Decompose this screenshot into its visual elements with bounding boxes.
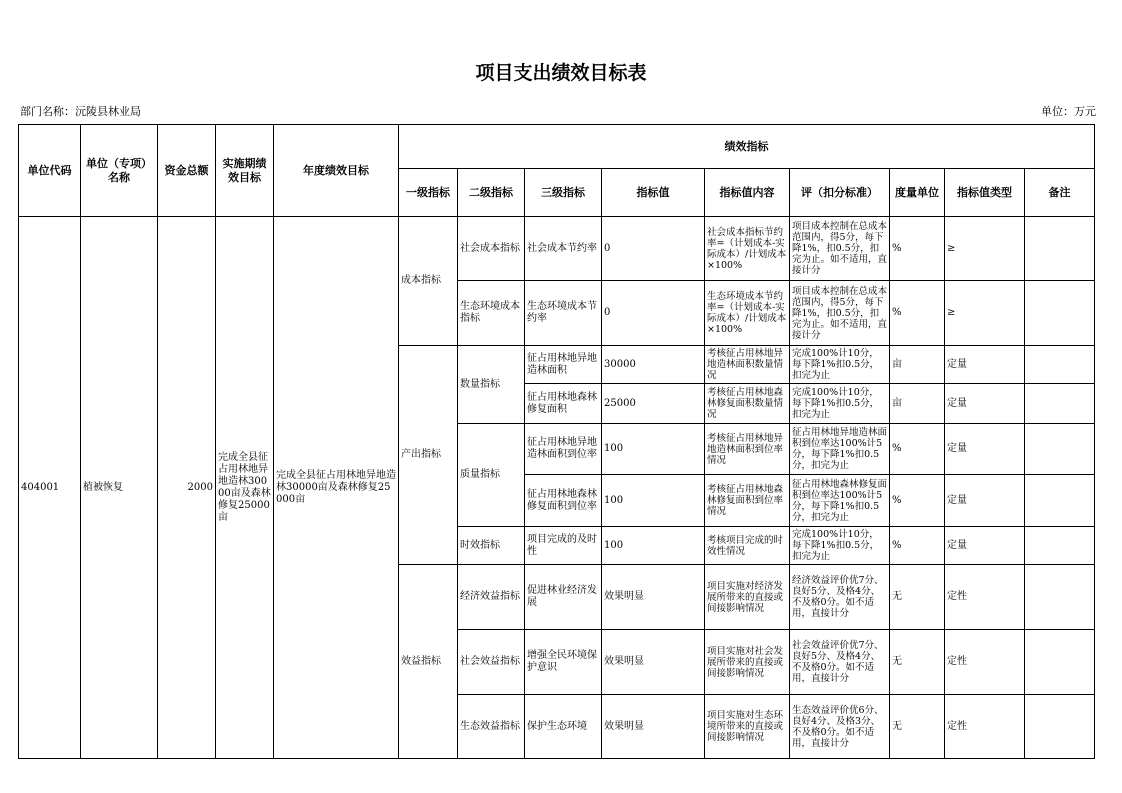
- standard-cell: 生态效益评价优6分、良好4分、及格3分、不及格0分。如不适用，直接计分: [790, 695, 890, 759]
- standard-cell: 项目成本控制在总成本范围内，得5分，每下降1%，扣0.5分，扣完为止。如不适用，直接计分: [790, 281, 890, 346]
- level3-cell: 社会成本节约率: [525, 217, 602, 281]
- header-annual-goal: 年度绩效目标: [274, 125, 399, 217]
- value-type-cell: 定性: [945, 565, 1025, 630]
- remark-cell: [1025, 217, 1095, 281]
- remark-cell: [1025, 475, 1095, 527]
- header-standard: 评（扣分标准）: [790, 169, 890, 217]
- measure-unit-cell: %: [890, 475, 945, 527]
- value-cell: 0: [602, 217, 705, 281]
- level2-timeliness: 时效指标: [458, 527, 525, 565]
- unit-name-cell: 植被恢复: [81, 217, 158, 759]
- value-cell: 30000: [602, 346, 705, 384]
- measure-unit-cell: 亩: [890, 346, 945, 384]
- unit-code-cell: 404001: [19, 217, 81, 759]
- level2-economic: 经济效益指标: [458, 565, 525, 630]
- content-cell: 考核项目完成的时效性情况: [705, 527, 790, 565]
- header-value-type: 指标值类型: [945, 169, 1025, 217]
- level3-cell: 征占用林地异地造林面积: [525, 346, 602, 384]
- standard-cell: 完成100%计10分，每下降1%扣0.5分，扣完为止: [790, 384, 890, 424]
- remark-cell: [1025, 424, 1095, 475]
- measure-unit-cell: %: [890, 527, 945, 565]
- measure-unit-cell: %: [890, 217, 945, 281]
- content-cell: 项目实施对经济发展所带来的直接或间接影响情况: [705, 565, 790, 630]
- performance-target-table: [18, 124, 1095, 759]
- value-type-cell: 定量: [945, 424, 1025, 475]
- measure-unit-cell: 无: [890, 695, 945, 759]
- header-period-goal: 实施期绩效目标: [216, 125, 274, 217]
- value-type-cell: 定量: [945, 527, 1025, 565]
- measure-unit-cell: %: [890, 424, 945, 475]
- value-cell: 效果明显: [602, 565, 705, 630]
- content-cell: 考核征占用林地异地造林面积数量情况: [705, 346, 790, 384]
- remark-cell: [1025, 346, 1095, 384]
- value-type-cell: 定量: [945, 384, 1025, 424]
- level3-cell: 增强全民环境保护意识: [525, 630, 602, 695]
- level2-quantity: 数量指标: [458, 346, 525, 424]
- content-cell: 生态环境成本节约率=（计划成本-实际成本）/计划成本×100%: [705, 281, 790, 346]
- level3-cell: 征占用林地异地造林面积到位率: [525, 424, 602, 475]
- value-type-cell: 定量: [945, 475, 1025, 527]
- value-cell: 100: [602, 527, 705, 565]
- department-name: 部门名称：沅陵县林业局: [20, 105, 141, 118]
- header-remarks: 备注: [1025, 169, 1095, 217]
- header-level1: 一级指标: [399, 169, 458, 217]
- content-cell: 社会成本指标节约率=（计划成本-实际成本）/计划成本×100%: [705, 217, 790, 281]
- level2-eco-cost: 生态环境成本指标: [458, 281, 525, 346]
- standard-cell: 项目成本控制在总成本范围内，得5分，每下降1%，扣0.5分，扣完为止。如不适用，直接计分: [790, 217, 890, 281]
- measure-unit-cell: 无: [890, 565, 945, 630]
- standard-cell: 经济效益评价优7分、良好5分、及格4分、不及格0分。如不适用，直接计分: [790, 565, 890, 630]
- level3-cell: 促进林业经济发展: [525, 565, 602, 630]
- value-cell: 效果明显: [602, 695, 705, 759]
- annual-goal-cell: 完成全县征占用林地异地造林30000亩及森林修复25000亩: [274, 217, 399, 759]
- remark-cell: [1025, 384, 1095, 424]
- header-content: 指标值内容: [705, 169, 790, 217]
- level1-benefit: 效益指标: [399, 565, 458, 759]
- level2-social-cost: 社会成本指标: [458, 217, 525, 281]
- content-cell: 项目实施对社会发展所带来的直接或间接影响情况: [705, 630, 790, 695]
- value-type-cell: 定性: [945, 630, 1025, 695]
- value-type-cell: 定量: [945, 346, 1025, 384]
- level3-cell: 项目完成的及时性: [525, 527, 602, 565]
- total-fund-cell: 2000: [158, 217, 216, 759]
- period-goal-cell: 完成全县征占用林地异地造林30000亩及森林修复25000亩: [216, 217, 274, 759]
- content-cell: 项目实施对生态环境所带来的直接或间接影响情况: [705, 695, 790, 759]
- measure-unit-cell: 亩: [890, 384, 945, 424]
- remark-cell: [1025, 630, 1095, 695]
- header-unit-name: 单位（专项）名称: [81, 125, 158, 217]
- remark-cell: [1025, 565, 1095, 630]
- currency-unit: 单位：万元: [1041, 105, 1096, 118]
- value-cell: 效果明显: [602, 630, 705, 695]
- header-unit-code: 单位代码: [19, 125, 81, 217]
- standard-cell: 征占用林地森林修复面积到位率达100%计5分，每下降1%扣0.5分，扣完为止: [790, 475, 890, 527]
- level3-cell: 生态环境成本节约率: [525, 281, 602, 346]
- page-title: 项目支出绩效目标表: [475, 62, 647, 84]
- value-cell: 100: [602, 424, 705, 475]
- header-level3: 三级指标: [525, 169, 602, 217]
- level1-output: 产出指标: [399, 346, 458, 565]
- header-total-fund: 资金总额: [158, 125, 216, 217]
- value-type-cell: ≥: [945, 281, 1025, 346]
- level2-quality: 质量指标: [458, 424, 525, 527]
- header-level2: 二级指标: [458, 169, 525, 217]
- table-row: [19, 217, 1095, 281]
- remark-cell: [1025, 281, 1095, 346]
- standard-cell: 完成100%计10分，每下降1%扣0.5分，扣完为止: [790, 527, 890, 565]
- standard-cell: 征占用林地异地造林面积到位率达100%计5分，每下降1%扣0.5分，扣完为止: [790, 424, 890, 475]
- level3-cell: 保护生态环境: [525, 695, 602, 759]
- standard-cell: 完成100%计10分，每下降1%扣0.5分，扣完为止: [790, 346, 890, 384]
- value-type-cell: ≥: [945, 217, 1025, 281]
- content-cell: 考核征占用林地异地造林面积到位率情况: [705, 424, 790, 475]
- measure-unit-cell: %: [890, 281, 945, 346]
- remark-cell: [1025, 695, 1095, 759]
- level3-cell: 征占用林地森林修复面积到位率: [525, 475, 602, 527]
- level2-ecological: 生态效益指标: [458, 695, 525, 759]
- level2-social: 社会效益指标: [458, 630, 525, 695]
- value-cell: 25000: [602, 384, 705, 424]
- value-cell: 100: [602, 475, 705, 527]
- header-value: 指标值: [602, 169, 705, 217]
- level3-cell: 征占用林地森林修复面积: [525, 384, 602, 424]
- content-cell: 考核征占用林地森林修复面积数量情况: [705, 384, 790, 424]
- remark-cell: [1025, 527, 1095, 565]
- value-type-cell: 定性: [945, 695, 1025, 759]
- content-cell: 考核征占用林地森林修复面积到位率情况: [705, 475, 790, 527]
- standard-cell: 社会效益评价优7分、良好5分、及格4分、不及格0分。如不适用，直接计分: [790, 630, 890, 695]
- level1-cost: 成本指标: [399, 217, 458, 346]
- measure-unit-cell: 无: [890, 630, 945, 695]
- value-cell: 0: [602, 281, 705, 346]
- header-performance-indicators: 绩效指标: [399, 125, 1095, 169]
- header-measure-unit: 度量单位: [890, 169, 945, 217]
